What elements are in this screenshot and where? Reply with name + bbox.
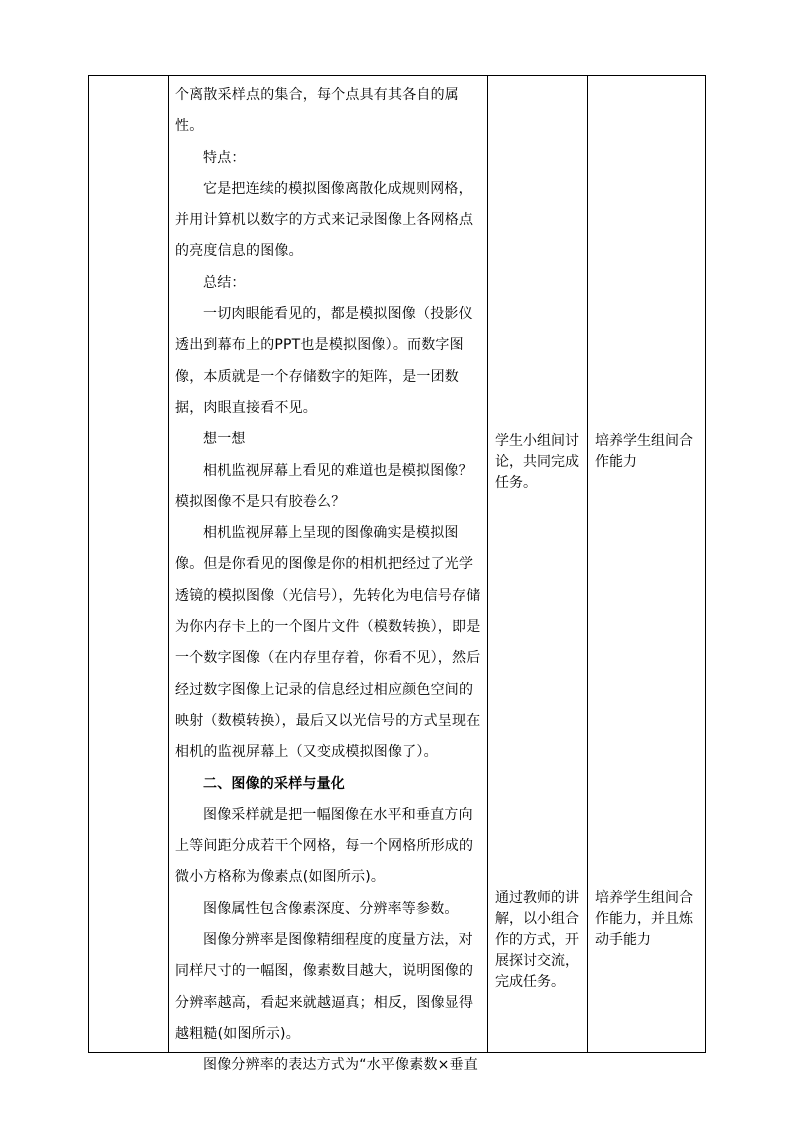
- paragraph: 图像属性包含像素深度、分辨率等参数。: [203, 900, 459, 917]
- paragraph: 图像采样就是把一幅图像在水平和垂直方向上等间距分成若干个网格，每一个网格所形成的微小方格称为像素点(如图所示)。: [175, 806, 474, 886]
- paragraph: 相机监视屏幕上看见的难道也是模拟图像？模拟图像不是只有胶卷么？: [175, 462, 473, 510]
- column-divider: [487, 76, 488, 1052]
- paragraph: 特点：: [203, 149, 246, 166]
- paragraph: 它是把连续的模拟图像离散化成规则网格，并用计算机以数字的方式来记录图像上各网格点的亮度信息的图像。: [175, 180, 474, 260]
- design-intent-text: 培养学生组间合作能力: [595, 433, 693, 470]
- paragraph: 个离散采样点的集合，每个点具有其各自的属性。: [175, 87, 459, 135]
- lesson-table: [88, 75, 706, 1074]
- paragraph: 总结：: [203, 274, 246, 291]
- paragraph: 一切肉眼能看见的，都是模拟图像（投影仪透出到幕布上的PPT也是模拟图像）。而数字图像，本质就是一个存储数字的矩阵，是一团数据，肉眼直接看不见。: [175, 306, 473, 416]
- paragraph: 图像分辨率是图像精细程度的度量方法，对同样尺寸的一幅图，像素数目越大，说明图像的分辨率越高，看起来就越逼真；相反，图像显得越粗糙(如图所示)。: [175, 932, 474, 1042]
- column-divider: [587, 76, 588, 1052]
- student-activity-text: 学生小组间讨论，共同完成任务。: [495, 433, 579, 491]
- section-heading: 二、图像的采样与量化: [203, 775, 345, 792]
- paragraph: 相机监视屏幕上呈现的图像确实是模拟图像。但是你看见的图像是你的相机把经过了光学透镜的模拟图像（光信号），先转化为电信号存储为你内存卡上的一个图片文件（模数转换），即是一个数字图像（在内存里存着，你看不见），然后经过数字图像上记录的信息经过相应颜色空间的映射（数模转换），最后又以光信号的方式呈现在相机的监视屏幕上（又变成模拟图像了）。: [175, 525, 481, 761]
- teaching-content-cell: [169, 76, 487, 1074]
- design-intent-text: 培养学生组间合作能力，并且炼动手能力: [595, 890, 693, 948]
- paragraph: 想一想: [203, 431, 246, 448]
- student-activity-text: 通过教师的讲解，以小组合作的方式，开展探讨交流，完成任务。: [495, 890, 579, 990]
- paragraph: 图像分辨率的表达方式为“水平像素数×垂直: [203, 1057, 478, 1074]
